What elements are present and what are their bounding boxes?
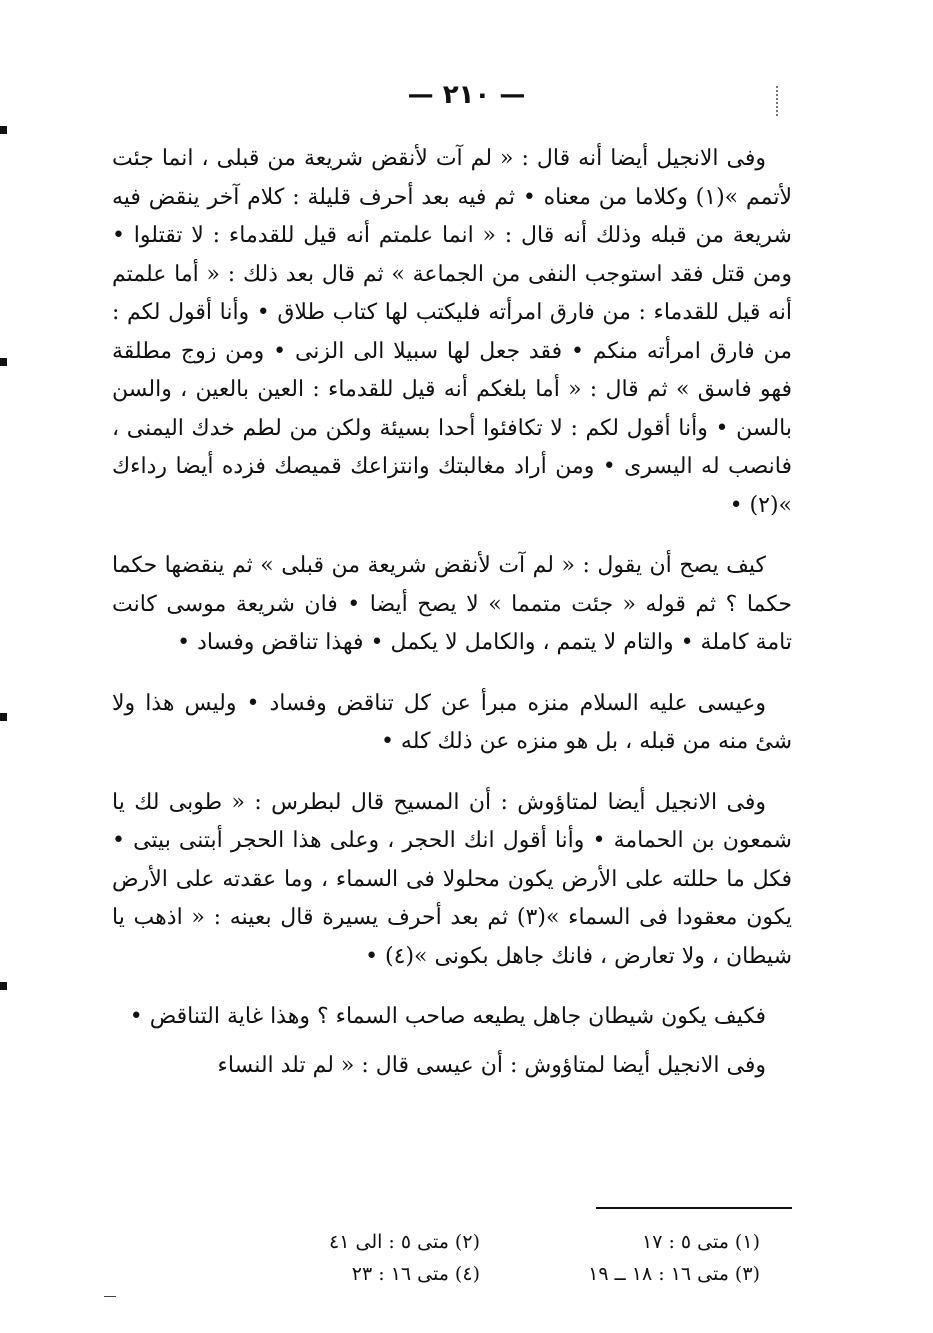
margin-mark <box>0 713 7 721</box>
margin-mark <box>0 982 7 990</box>
margin-mark <box>0 126 7 134</box>
footnote: (٣) متى ١٦ : ١٨ ــ ١٩ <box>588 1263 760 1285</box>
footnote: (١) متى ٥ : ١٧ <box>641 1231 760 1253</box>
paragraph: وعيسى عليه السلام منزه مبرأ عن كل تناقض وفساد • وليس هذا ولا شئ منه من قبله ، بل هو منزه عن ذلك كله • <box>112 690 792 754</box>
footnote: (٤) متى ١٦ : ٢٣ <box>351 1263 480 1285</box>
footnote-separator <box>596 1207 792 1209</box>
paragraph: كيف يصح أن يقول : « لم آت لأنقض شريعة من قبلى » ثم ينقضها حكما حكما ؟ ثم قوله « جئت متمما » لا يصح أيضا • فان شريعة موسى كانت تامة كاملة • والتام لا يتمم ، والكامل لا يكمل • فهذا تناقض وفساد • <box>112 553 792 655</box>
scan-mark <box>104 1296 116 1297</box>
body-text <box>112 140 792 1107</box>
paragraph: وفى الانجيل أيضا لمتاؤوش : أن المسيح قال لبطرس : « طوبى لك يا شمعون بن الحمامة • وأنا أقول انك الحجر ، وعلى هذا الحجر أبتنى بيتى • فكل ما حللته على الأرض يكون محلولا فى السماء ، وما عقدته على الأرض يكون معقودا فى السماء »(٣) ثم بعد أحرف يسيرة قال بعينه : « اذهب يا شيطان ، ولا تعارض ، فانك جاهل بكونى »(٤) • <box>112 789 792 969</box>
margin-mark <box>0 358 7 366</box>
page-number: — ٢١٠ — <box>407 80 526 110</box>
paragraph: وفى الانجيل أيضا أنه قال : « لم آت لأنقض شريعة من قبلى ، انما جئت لأتمم »(١) وكلاما من معناه • ثم فيه بعد أحرف قليلة : كلام آخر ينقض فيه شريعة من قبله وذلك أنه قال : « انما علمتم أنه قيل للقدماء : لا تقتلوا • ومن قتل فقد استوجب النفى من الجماعة » ثم قال بعد ذلك : « أما علمتم أنه قيل للقدماء : من فارق امرأته فليكتب لها كتاب طلاق • وأنا أقول لكم : من فارق امرأته منكم • فقد جعل لها سبيلا الى الزنى • ومن زوج مطلقة فهو فاسق » ثم قال : « أما بلغكم أنه قيل للقدماء : العين بالعين ، والسن بالسن • وأنا أقول لكم : لا تكافئوا أحدا بسيئة ولكن من لطم خدك اليمنى ، فانصب له اليسرى • ومن أراد مغالبتك وانتزاعك قميصك فزده أيضا رداءك »(٢) • <box>112 146 792 518</box>
footnotes <box>200 1228 760 1288</box>
paragraph: فكيف يكون شيطان جاهل يطيعه صاحب السماء ؟ وهذا غاية التناقض • <box>129 1004 766 1029</box>
paragraph: وفى الانجيل أيضا لمتاؤوش : أن عيسى قال : « لم تلد النساء <box>217 1052 766 1078</box>
footnote: (٢) متى ٥ : الى ٤١ <box>329 1231 480 1253</box>
